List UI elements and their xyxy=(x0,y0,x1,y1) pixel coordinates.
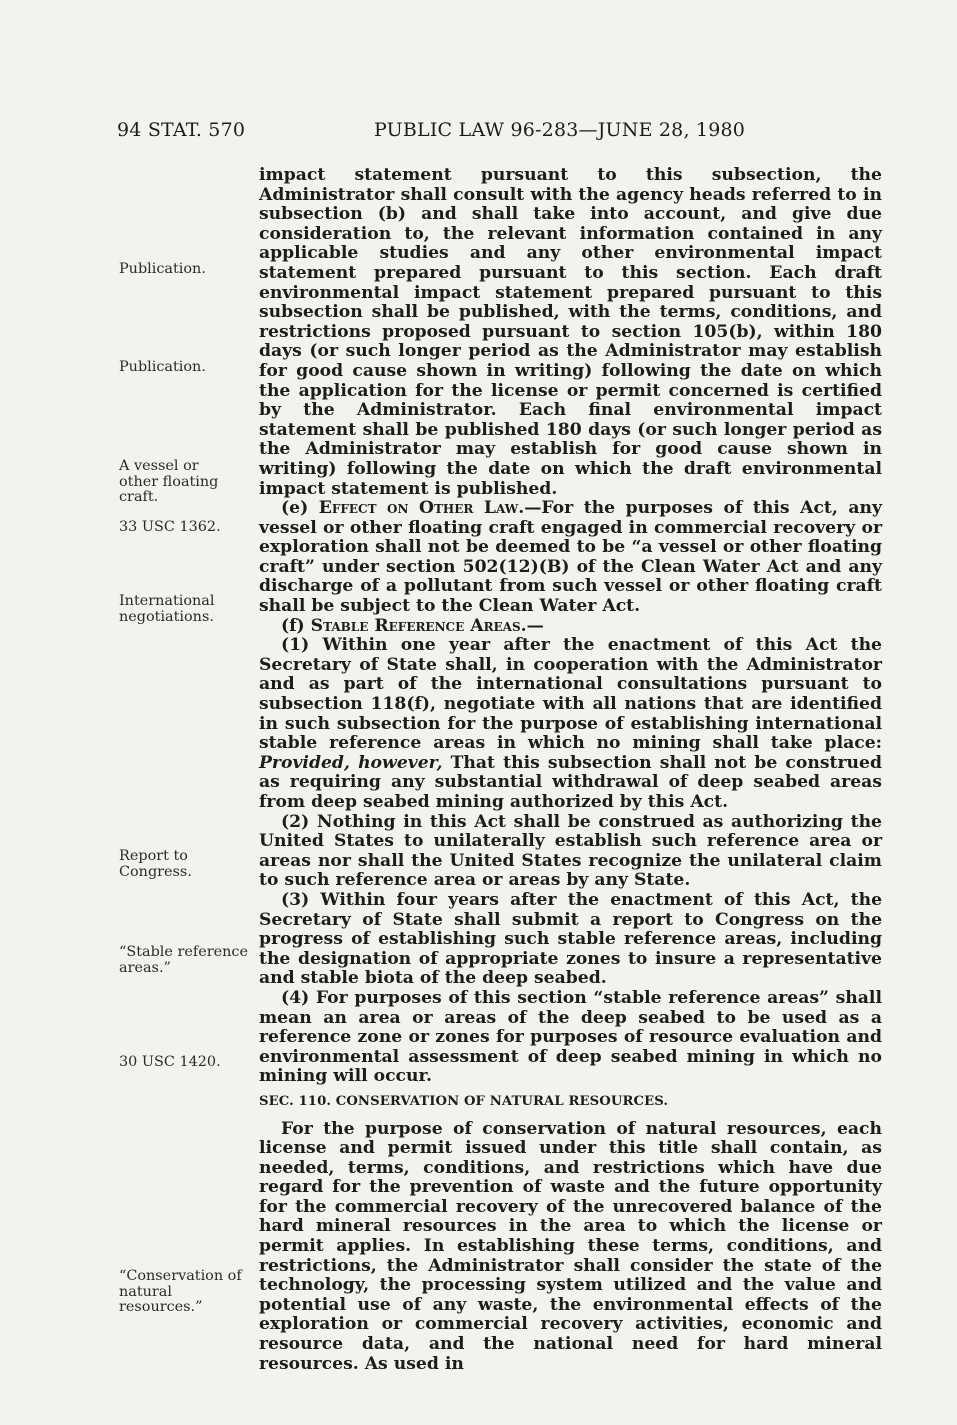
paragraph-f3: (3) Within four years after the enactment of this Act, the Secretary of State shall submit a report to Congress on the progress of establishing such stable reference areas, including the designation of appropriate zones to insure a representative and stable biota of the deep seabed. xyxy=(259,889,882,989)
paragraph-f4: (4) For purposes of this section “stable reference areas” shall mean an area or areas of the deep seabed to be used as a reference zone or zones for purposes of resource evaluation and environmental assessment of deep seabed mining in which no mining will occur. xyxy=(259,987,882,1087)
paragraph-f1-rest: That this subsection shall not be construed as requiring any substantial withdrawal of deep seabed areas from deep seabed mining authorized by this Act. xyxy=(259,752,882,812)
paragraph-f-heading xyxy=(259,617,882,637)
subsection-f-label: (f) xyxy=(281,615,311,636)
margin-note-publication-1: Publication. xyxy=(119,261,206,277)
margin-note-publication-2: Publication. xyxy=(119,359,206,375)
margin-note-conservation: “Conservation of natural resources.” xyxy=(119,1268,242,1315)
paragraph-f1-proviso: Provided, however, xyxy=(259,752,443,773)
paragraph-f1-main: (1) Within one year after the enactment of this Act the Secretary of State shall, in cooperation with the Administrator and as part of the international consultations pursuant to subsection 118(f), negotiate with all nations that are identified in such subsection for the purpose of establishing international stable reference areas in which no mining shall take place: xyxy=(259,635,882,754)
stat-page-number: 94 STAT. 570 xyxy=(117,119,246,141)
section-110-heading: SEC. 110. CONSERVATION OF NATURAL RESOURCES. xyxy=(259,1093,669,1109)
paragraph-f1 xyxy=(259,636,882,812)
subsection-f-heading: Stable Reference Areas. xyxy=(310,615,527,636)
running-head: PUBLIC LAW 96-283—JUNE 28, 1980 xyxy=(374,119,746,141)
subsection-e-label: (e) xyxy=(281,498,319,519)
paragraph-section-110: For the purpose of conservation of natural resources, each license and permit issued under this title shall contain, as needed, terms, conditions, and restrictions which have due regard for the prevention of waste and the future opportunity for the commercial recovery of the unrecovered balance of the hard mineral resources in the area to which the license or permit applies. In establishing these terms, conditions, and restrictions, the Administrator shall consider the state of the technology, the processing system utilized and the value and potential use of any waste, the environmental effects of the exploration or commercial recovery activities, economic and resource data, and the national need for hard mineral resources. As used in xyxy=(259,1118,882,1374)
margin-note-international-negotiations: International negotiations. xyxy=(119,593,215,625)
margin-note-stable-reference-areas: “Stable reference areas.” xyxy=(119,944,248,976)
paragraph-f2: (2) Nothing in this Act shall be construed as authorizing the United States to unilaterally establish such reference area or areas nor shall the United States recognize the unilateral claim to such reference area or areas by any State. xyxy=(259,811,882,891)
margin-note-report-to-congress: Report to Congress. xyxy=(119,848,192,880)
subsection-e-text: —For the purposes of this Act, any vessel or other floating craft engaged in commercial recovery or exploration shall not be deemed to be “a vessel or other floating craft” under section 502(12)(B) of the Clean Water Act and any discharge of a pollutant from such vessel or other floating craft shall be subject to the Clean Water Act. xyxy=(259,498,882,617)
paragraph-e-effect-on-other-law xyxy=(259,499,882,617)
subsection-e-heading: Effect on Other Law. xyxy=(318,498,525,519)
statute-body xyxy=(259,166,882,1374)
margin-note-usc-1420: 30 USC 1420. xyxy=(119,1054,221,1070)
margin-note-vessel: A vessel or other floating craft. xyxy=(119,458,219,505)
paragraph-impact-statement: impact statement pursuant to this subsection, the Administrator shall consult with the agency heads referred to in subsection (b) and shall take into account, and give due consideration to, the relevant information contained in any applicable studies and any other environmental impact statement prepared pursuant to this section. Each draft environmental impact statement prepared pursuant to this subsection shall be published, with the terms, conditions, and restrictions proposed pursuant to section 105(b), within 180 days (or such longer period as the Administrator may establish for good cause shown in writing) following the date on which the application for the license or permit concerned is certified by the Administrator. Each final environmental impact statement shall be published 180 days (or such longer period as the Administrator may establish for good cause shown in writing) following the date on which the draft environmental impact statement is published. xyxy=(259,165,882,499)
margin-note-usc-1362: 33 USC 1362. xyxy=(119,519,221,535)
subsection-f-dash: — xyxy=(526,615,544,636)
